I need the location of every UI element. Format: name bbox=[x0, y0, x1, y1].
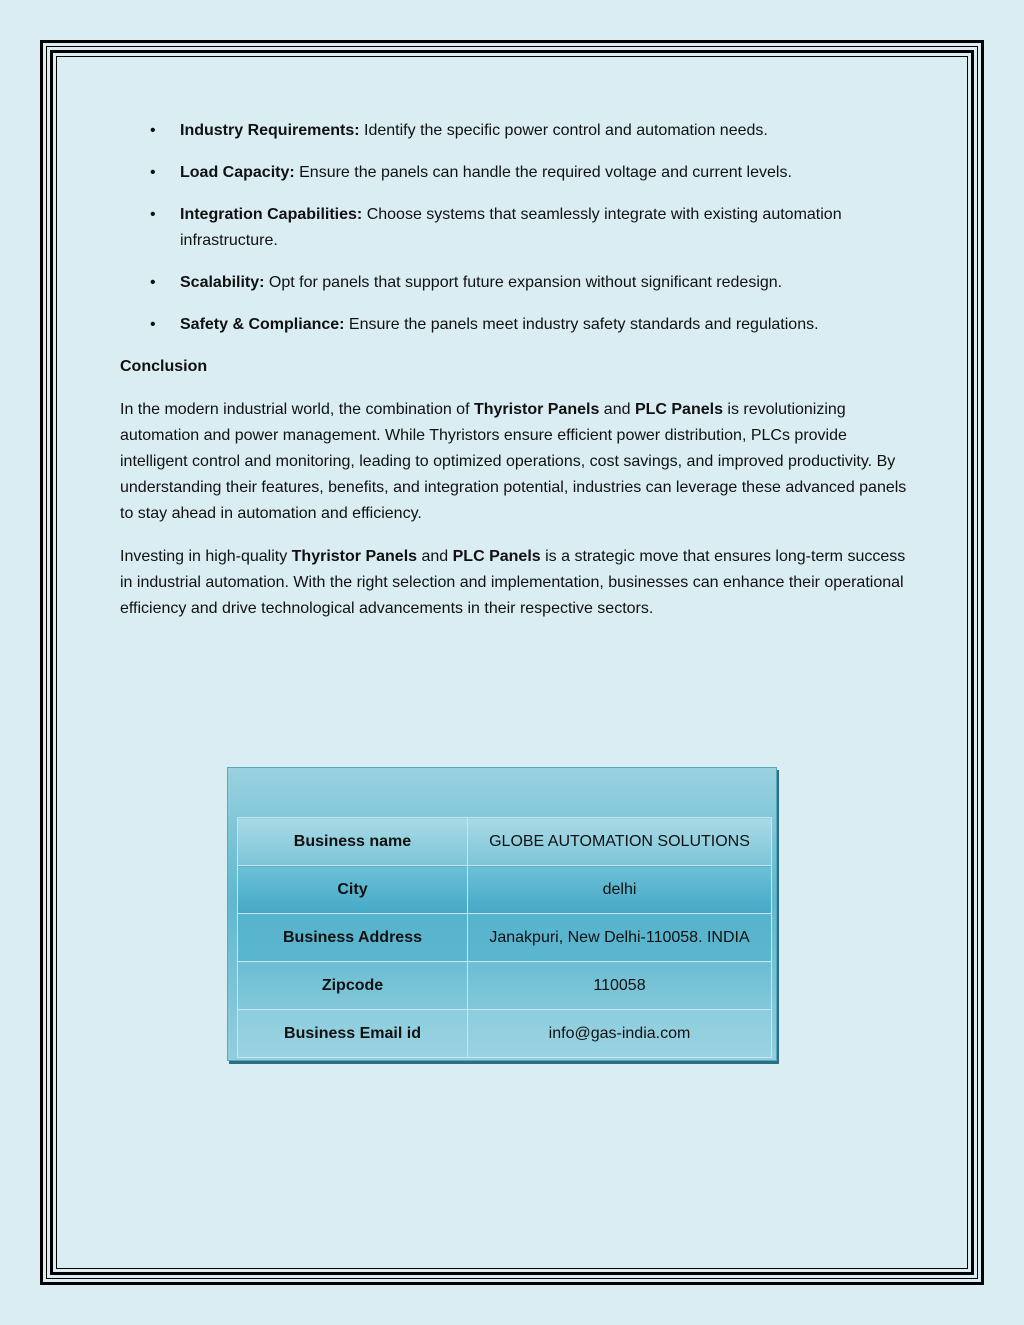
bullet-icon: • bbox=[150, 206, 156, 223]
business-info-box bbox=[227, 767, 777, 1061]
business-address-label: Business Address bbox=[238, 914, 468, 962]
document-body bbox=[120, 118, 910, 639]
list-item-text: Choose systems that seamlessly integrate with existing automation infrastructure. bbox=[180, 206, 842, 249]
list-item-text: Ensure the panels meet industry safety standards and regulations. bbox=[344, 316, 819, 333]
list-item bbox=[120, 270, 910, 296]
list-item bbox=[120, 312, 910, 338]
list-item-term: Safety & Compliance: bbox=[180, 316, 345, 333]
paragraph-text: is a strategic move that ensures long-term success in industrial automation. With the right selection and implementation, businesses can enhance their operational efficiency and drive technological advancements in their respective sectors. bbox=[120, 548, 906, 617]
list-item bbox=[120, 160, 910, 186]
city-value: delhi bbox=[468, 866, 772, 914]
list-item-text: Ensure the panels can handle the required voltage and current levels. bbox=[294, 164, 792, 181]
business-email-label: Business Email id bbox=[238, 1010, 468, 1058]
bullet-icon: • bbox=[150, 316, 156, 333]
zipcode-value: 110058 bbox=[468, 962, 772, 1010]
table-row bbox=[238, 1010, 772, 1058]
list-item bbox=[120, 202, 910, 254]
bullet-icon: • bbox=[150, 274, 156, 291]
list-item-term: Load Capacity: bbox=[180, 164, 295, 181]
paragraph-emphasis: Thyristor Panels bbox=[473, 401, 600, 418]
paragraph-emphasis: PLC Panels bbox=[452, 548, 541, 565]
investment-paragraph bbox=[120, 544, 910, 622]
business-info-table bbox=[237, 817, 772, 1058]
paragraph-emphasis: PLC Panels bbox=[634, 401, 723, 418]
list-item-term: Scalability: bbox=[180, 274, 265, 291]
business-address-value: Janakpuri, New Delhi-110058. INDIA bbox=[468, 914, 772, 962]
list-item bbox=[120, 118, 910, 144]
list-item-term: Industry Requirements: bbox=[180, 122, 360, 139]
requirements-list bbox=[120, 118, 910, 338]
table-row bbox=[238, 914, 772, 962]
table-row bbox=[238, 962, 772, 1010]
paragraph-text: and bbox=[599, 401, 635, 418]
business-name-value: GLOBE AUTOMATION SOLUTIONS bbox=[468, 818, 772, 866]
paragraph-text: and bbox=[417, 548, 453, 565]
list-item-text: Identify the specific power control and automation needs. bbox=[359, 122, 768, 139]
table-row bbox=[238, 866, 772, 914]
bullet-icon: • bbox=[150, 122, 156, 139]
business-name-label: Business name bbox=[238, 818, 468, 866]
conclusion-paragraph bbox=[120, 397, 910, 527]
paragraph-text: is revolutionizing automation and power management. While Thyristors ensure efficient power distribution, PLCs provide intelligent control and monitoring, leading to optimized operations, cost savings, and improved productivity. By understanding their features, benefits, and integration potential, industries can leverage these advanced panels to stay ahead in automation and efficiency. bbox=[120, 401, 907, 522]
business-email-value: info@gas-india.com bbox=[468, 1010, 772, 1058]
list-item-text: Opt for panels that support future expansion without significant redesign. bbox=[264, 274, 783, 291]
bullet-icon: • bbox=[150, 164, 156, 181]
paragraph-text: Investing in high-quality bbox=[120, 548, 292, 565]
conclusion-heading: Conclusion bbox=[120, 358, 208, 375]
paragraph-emphasis: Thyristor Panels bbox=[291, 548, 418, 565]
zipcode-label: Zipcode bbox=[238, 962, 468, 1010]
city-label: City bbox=[238, 866, 468, 914]
list-item-term: Integration Capabilities: bbox=[180, 206, 363, 223]
paragraph-text: In the modern industrial world, the combination of bbox=[120, 401, 474, 418]
table-row bbox=[238, 818, 772, 866]
